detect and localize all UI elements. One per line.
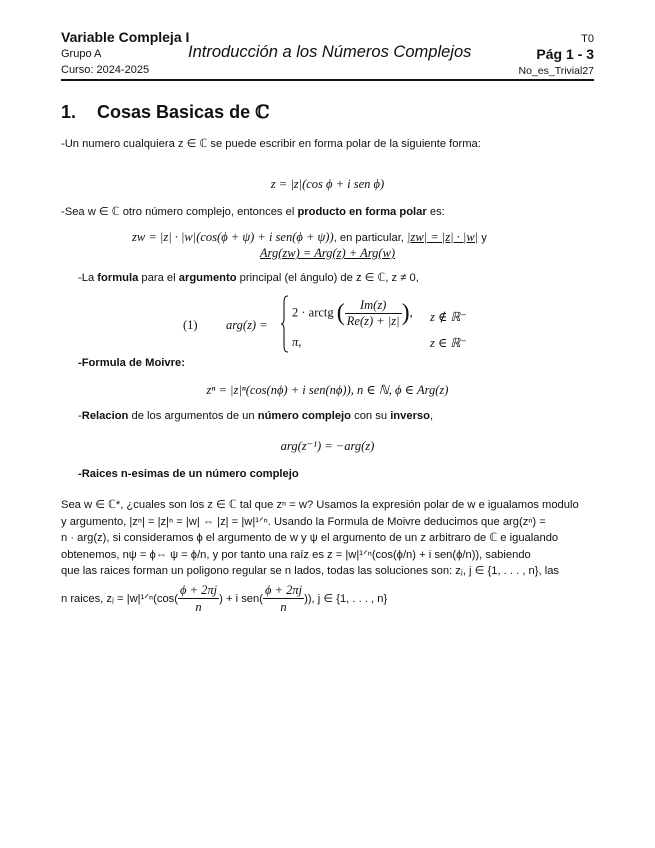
- inverse-b: Relacion: [81, 410, 129, 422]
- product-arg-line: [61, 246, 594, 261]
- roots-fraction-2-den: n: [280, 600, 287, 614]
- case-two-condition: z ∈ ℝ⁻: [430, 336, 467, 350]
- argument-intro: [78, 271, 419, 284]
- roots-fraction-1-den: n: [195, 600, 202, 614]
- case-one: [292, 298, 413, 334]
- product-modulus: |zw| = |z| · |w|: [407, 230, 479, 244]
- arctg-label: 2 · arctg: [292, 305, 334, 320]
- document-title: Introducción a los Números Complejos: [188, 43, 472, 61]
- product-intro-text: -Sea w ∈ ℂ otro número complejo, entonces el: [61, 206, 298, 218]
- product-particular: , en particular,: [333, 232, 408, 244]
- course-year: Curso: 2024-2025: [61, 64, 150, 76]
- arg-lhs: arg(z) =: [226, 318, 268, 332]
- moivre-title-text: -Formula de Moivre:: [78, 357, 185, 369]
- moivre-title: [78, 357, 185, 369]
- inverse-f: inverso: [390, 410, 430, 422]
- equation-number: (1): [183, 318, 198, 332]
- inverse-formula: arg(z⁻¹) = −arg(z): [280, 439, 375, 453]
- product-argument: Arg(zw) = Arg(z) + Arg(w): [259, 246, 396, 260]
- roots-fraction-2-num: ϕ + 2πj: [263, 582, 304, 600]
- section-number: 1.: [61, 102, 77, 122]
- inverse-e: con su: [351, 410, 391, 422]
- moivre-formula: zⁿ = |z|ⁿ(cos(nϕ) + i sen(nϕ)), n ∈ ℕ, ϕ ∈ Arg(z): [206, 383, 449, 397]
- arg-fraction-num: Im(z): [345, 298, 402, 314]
- arg-fraction: [345, 298, 402, 329]
- course-name: Variable Compleja I: [61, 29, 190, 45]
- argument-intro-b: formula: [97, 272, 139, 284]
- inverse-d: número complejo: [257, 410, 351, 422]
- roots-line-2: y argumento, |zⁿ| = |z|ⁿ = |w| ⇔ |z| = |w|¹ᐟⁿ. Usando la Formula de Moivre deducimos que arg(zⁿ) =: [61, 515, 546, 528]
- arg-fraction-den: Re(z) + |z|: [346, 314, 400, 328]
- product-intro-bold: producto en forma polar: [297, 206, 427, 218]
- product-formula: zw = |z| · |w|(cos(ϕ + ψ) + i sen(ϕ + ψ)): [132, 230, 334, 244]
- topic-code: T0: [581, 33, 594, 45]
- roots-line-3: n · arg(z), si consideramos ϕ el argumento de w y ψ el argumento de un z arbitraro de ℂ e igualando: [61, 532, 559, 544]
- roots-line-5: que las raices forman un poligono regular se n lados, todas las soluciones son: zⱼ, j ∈ {1, . . . , n}, las: [61, 565, 560, 577]
- argument-intro-d: argumento: [178, 272, 237, 284]
- inverse-intro: [78, 410, 433, 422]
- roots-line-6-a: n raices, zⱼ = |w|¹ᐟⁿ(cos(: [61, 592, 178, 605]
- case-one-condition: z ∉ ℝ⁻: [430, 310, 467, 324]
- inverse-a: -: [78, 410, 82, 422]
- roots-fraction-1: [178, 582, 219, 616]
- inverse-c: de los argumentos de un: [128, 410, 258, 422]
- polar-intro: -Un numero cualquiera z ∈ ℂ se puede escribir en forma polar de la siguiente forma:: [61, 138, 481, 150]
- product-formula-line: [132, 230, 487, 245]
- section-title: Cosas Basicas de: [97, 102, 251, 122]
- roots-line-4: obtenemos, nψ = ϕ⇔ ψ = ϕ/n, y por tanto una raíz es z = |w|¹ᐟⁿ(cos(ϕ/n) + i sen(ϕ/n)), sabiendo: [61, 548, 531, 561]
- roots-fraction-1-num: ϕ + 2πj: [178, 582, 219, 600]
- polar-formula: z = |z|(cos ϕ + i sen ϕ): [270, 177, 385, 191]
- argument-intro-a: -La: [78, 272, 98, 284]
- roots-line-6: [61, 582, 594, 616]
- roots-fraction-2: [263, 582, 304, 616]
- complex-set-symbol: ℂ: [255, 102, 270, 123]
- product-and: y: [478, 232, 487, 244]
- roots-title-text: -Raices n-esimas de un número complejo: [78, 468, 299, 480]
- case-two: π,: [292, 335, 302, 349]
- group-label: Grupo A: [61, 48, 102, 60]
- product-intro-end: es:: [426, 206, 445, 218]
- page-number: Pág 1 - 3: [536, 46, 594, 62]
- argument-intro-c: para el: [138, 272, 179, 284]
- cases-brace: [281, 295, 289, 353]
- roots-paragraph: [61, 497, 594, 616]
- section-heading: [61, 102, 269, 123]
- roots-title: [78, 468, 299, 480]
- left-paren: (: [336, 300, 345, 326]
- argument-intro-e: principal (el ángulo) de z ∈ ℂ, z ≠ 0,: [236, 272, 419, 284]
- roots-line-6-b: ) + i sen(: [219, 592, 263, 605]
- roots-line-1: Sea w ∈ ℂ*, ¿cuales son los z ∈ ℂ tal que zⁿ = w? Usamos la expresión polar de w e igualamos modulo: [61, 499, 579, 511]
- inverse-g: ,: [429, 410, 434, 422]
- product-intro: [61, 205, 445, 218]
- author: No_es_Trivial27: [518, 65, 594, 77]
- right-paren: ): [401, 300, 410, 326]
- case-one-comma: ,: [409, 305, 413, 320]
- header-rule: [61, 79, 594, 81]
- roots-line-6-c: )), j ∈ {1, . . . , n}: [304, 592, 388, 605]
- page-header: [61, 28, 594, 82]
